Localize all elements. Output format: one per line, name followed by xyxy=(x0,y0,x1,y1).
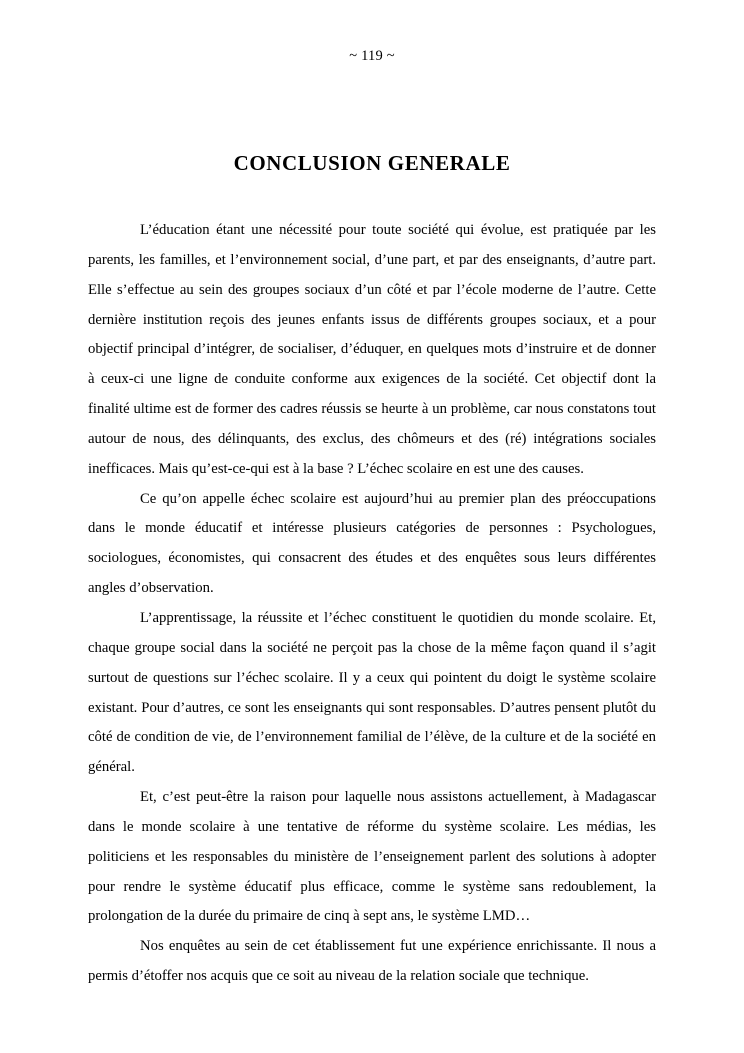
paragraph: Nos enquêtes au sein de cet établissement fut une expérience enrichissante. Il nous a permis d’étoffer nos acquis que ce soit au niveau de la relation sociale que technique. xyxy=(88,938,656,985)
paragraph: L’apprentissage, la réussite et l’échec constituent le quotidien du monde scolaire. Et, chaque groupe social dans la société ne perçoit pas la chose de la même façon quand il s’agit surtout de questions sur l’échec scolaire. Il y a ceux qui pointent du doigt le système scolaire existant. Pour d’autres, ce sont les enseignants qui sont responsables. D’autres pensent plutôt du côté de condition de vie, de l’environnement familial de l’élève, de la culture et de la société en général. xyxy=(88,609,656,776)
paragraph: L’éducation étant une nécessité pour toute société qui évolue, est pratiquée par les parents, les familles, et l’environnement social, d’une part, et par des enseignants, d’autre part. Elle s’effectue au sein des groupes sociaux d’un côté et par l’école moderne de l’autre. Cette dernière institution reçois des jeunes enfants issus de différents groupes sociaux, et a pour objectif principal d’intégrer, de socialiser, d’éduquer, en quelques mots d’instruire et de donner à ceux-ci une ligne de conduite conforme aux exigences de la société. Cet objectif dont la finalité ultime est de former des cadres réussis se heurte à un problème, car nous constatons tout autour de nous, des délinquants, des exclus, des chômeurs et des (ré) intégrations sociales inefficaces. Mais qu’est-ce-qui est à la base ? L’échec scolaire en est une des causes. xyxy=(88,222,656,477)
paragraph: Et, c’est peut-être la raison pour laquelle nous assistons actuellement, à Madagascar dans le monde scolaire à une tentative de réforme du système scolaire. Les médias, les politiciens et les responsables du ministère de l’enseignement parlent des solutions à adopter pour rendre le système éducatif plus efficace, comme le système sans redoublement, la prolongation de la durée du primaire de cinq à sept ans, le système LMD… xyxy=(88,789,656,925)
page-number: ~ 119 ~ xyxy=(349,48,395,64)
body-text xyxy=(88,216,656,992)
page-title: CONCLUSION GENERALE xyxy=(233,151,511,175)
paragraph: Ce qu’on appelle échec scolaire est aujourd’hui au premier plan des préoccupations dans le monde éducatif et intéresse plusieurs catégories de personnes : Psychologues, sociologues, économistes, qui consacrent des études et des enquêtes sous leurs différentes angles d’observation. xyxy=(88,490,656,597)
